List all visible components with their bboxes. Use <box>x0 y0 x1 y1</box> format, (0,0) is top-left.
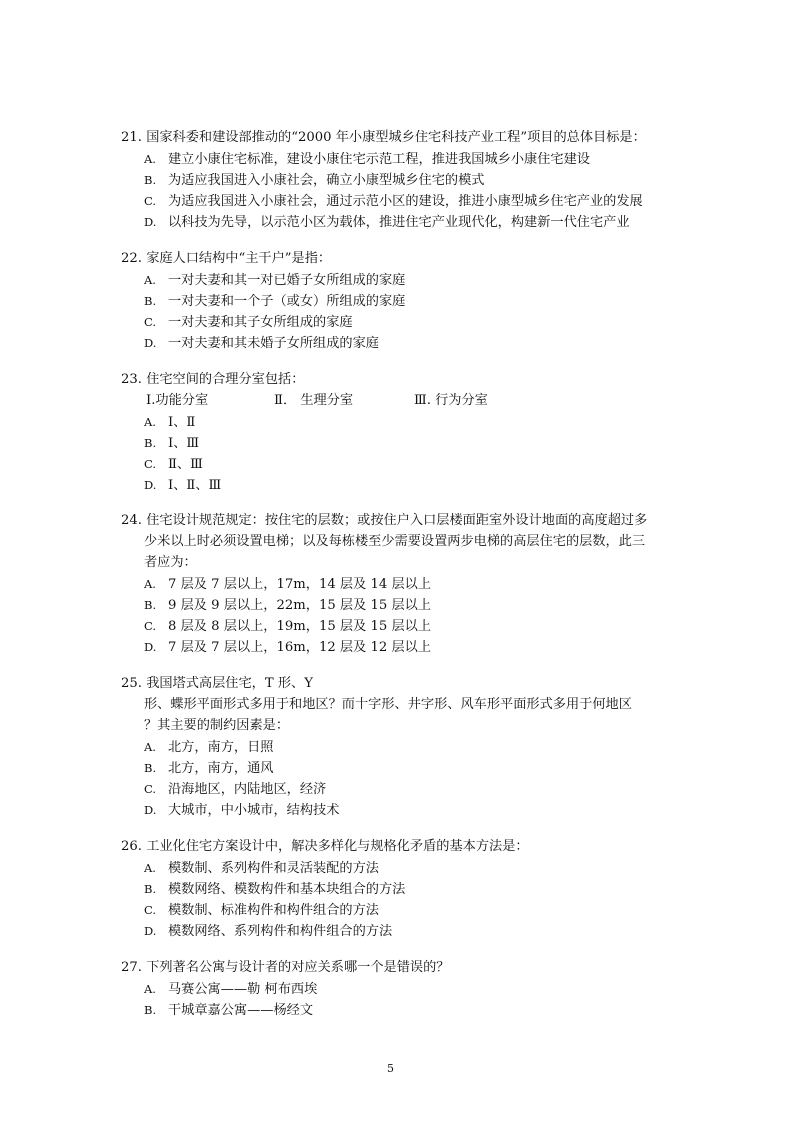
question-25 <box>121 675 313 693</box>
option-23-b <box>144 434 199 453</box>
question-22 <box>121 250 331 268</box>
question-number: 22. <box>121 251 142 266</box>
option-text: 7 层及 7 层以上，16m，12 层及 12 层以上 <box>168 640 432 655</box>
option-24-d <box>144 638 431 657</box>
option-letter: A. <box>144 982 156 996</box>
question-continuation: ？其主要的制约因素是： <box>144 718 290 733</box>
option-letter: B. <box>144 761 157 775</box>
option-letter: C. <box>144 903 157 917</box>
option-text: 以科技为先导，以示范小区为载体，推进住宅产业现代化，构建新一代住宅产业 <box>168 215 630 230</box>
option-25-b <box>144 759 274 778</box>
option-text: 一对夫妻和一个子（或女）所组成的家庭 <box>168 294 406 309</box>
option-27-b <box>144 1001 313 1020</box>
option-letter: C. <box>144 457 157 471</box>
option-text: 模数网络、模数构件和基本块组合的方法 <box>168 882 406 897</box>
option-text: 为适应我国进入小康社会，通过示范小区的建设，推进小康型城乡住宅产业的发展 <box>168 194 643 209</box>
question-number: 23. <box>121 372 142 387</box>
option-letter: A. <box>144 273 156 287</box>
question-continuation: 者应为： <box>144 555 197 570</box>
question-text: 住宅空间的合理分室包括： <box>146 372 305 387</box>
option-22-c <box>144 313 353 332</box>
option-letter: D. <box>144 215 157 229</box>
option-text: 马赛公寓——勒 柯布西埃 <box>168 982 318 997</box>
option-text: 8 层及 8 层以上，19m，15 层及 15 层以上 <box>168 619 432 634</box>
option-letter: D. <box>144 640 157 654</box>
question-continuation: 形、蝶形平面形式多用于和地区？而十字形、井字形、风车形平面形式多用于何地区 <box>144 697 632 712</box>
option-text: 干城章嘉公寓——杨经文 <box>168 1003 314 1018</box>
option-letter: A. <box>144 415 156 429</box>
option-letter: B. <box>144 1003 157 1017</box>
option-text: 一对夫妻和其子女所组成的家庭 <box>168 315 353 330</box>
option-25-a <box>144 738 274 757</box>
option-26-a <box>144 859 379 878</box>
question-number: 27. <box>121 960 142 975</box>
option-letter: D. <box>144 336 157 350</box>
question-26 <box>121 838 529 856</box>
question-21 <box>121 129 646 147</box>
option-text: 沿海地区，内陆地区，经济 <box>168 782 327 797</box>
option-24-a <box>144 575 431 594</box>
option-letter: B. <box>144 173 157 187</box>
page-number: 5 <box>387 1062 394 1075</box>
option-text: 北方，南方，通风 <box>168 761 274 776</box>
option-26-c <box>144 901 379 920</box>
option-text: 建立小康住宅标准，建设小康住宅示范工程，推进我国城乡小康住宅建设 <box>168 152 590 167</box>
option-27-a <box>144 980 317 999</box>
option-text: 北方，南方，日照 <box>168 740 274 755</box>
option-22-d <box>144 334 379 353</box>
option-text: 模数制、系列构件和灵活装配的方法 <box>168 861 379 876</box>
roman-item: Ⅰ.功能分室 <box>146 393 209 408</box>
option-24-c <box>144 617 431 636</box>
question-text: 住宅设计规范规定：按住宅的层数；或按住户入口层楼面距室外设计地面的高度超过多 <box>146 513 648 528</box>
option-letter: D. <box>144 803 157 817</box>
option-23-d <box>144 476 221 495</box>
roman-item: Ⅲ. 行为分室 <box>414 393 488 408</box>
option-22-b <box>144 292 405 311</box>
question-number: 21. <box>121 130 142 145</box>
option-24-b <box>144 596 431 615</box>
option-25-d <box>144 801 339 820</box>
question-text: 家庭人口结构中“主干户”是指： <box>146 251 332 266</box>
option-text: Ⅰ、Ⅱ <box>168 415 196 430</box>
option-text: 9 层及 9 层以上，22m，15 层及 15 层以上 <box>168 598 432 613</box>
option-text: 为适应我国进入小康社会，确立小康型城乡住宅的模式 <box>168 173 485 188</box>
question-text: 国家科委和建设部推动的“2000 年小康型城乡住宅科技产业工程”项目的总体目标是： <box>146 130 646 145</box>
roman-items <box>146 392 488 410</box>
option-text: Ⅰ、Ⅲ <box>168 436 200 451</box>
option-23-c <box>144 455 203 474</box>
question-continuation: 少米以上时必须设置电梯；以及每栋楼至少需要设置两步电梯的高层住宅的层数，此三 <box>144 534 646 549</box>
option-letter: A. <box>144 740 156 754</box>
question-27 <box>121 959 450 977</box>
option-letter: A. <box>144 152 156 166</box>
option-text: Ⅱ、Ⅲ <box>168 457 203 472</box>
roman-item: Ⅱ． 生理分室 <box>274 393 354 408</box>
option-21-c <box>144 192 643 211</box>
question-24 <box>121 512 647 530</box>
option-letter: D. <box>144 924 157 938</box>
option-25-c <box>144 780 326 799</box>
option-letter: B. <box>144 882 157 896</box>
option-text: 一对夫妻和其未婚子女所组成的家庭 <box>168 336 379 351</box>
option-letter: C. <box>144 782 157 796</box>
question-23 <box>121 371 304 389</box>
question-text: 我国塔式高层住宅，T 形、Y <box>146 676 313 691</box>
option-letter: C. <box>144 619 157 633</box>
option-text: 模数制、标准构件和构件组合的方法 <box>168 903 379 918</box>
option-text: 7 层及 7 层以上，17m，14 层及 14 层以上 <box>168 577 432 592</box>
option-letter: B. <box>144 598 157 612</box>
option-22-a <box>144 271 405 290</box>
question-text: 工业化住宅方案设计中，解决多样化与规格化矛盾的基本方法是： <box>146 839 529 854</box>
option-letter: A. <box>144 577 156 591</box>
option-letter: D. <box>144 478 157 492</box>
option-text: 一对夫妻和其一对已婚子女所组成的家庭 <box>168 273 406 288</box>
option-letter: C. <box>144 315 157 329</box>
question-number: 26. <box>121 839 142 854</box>
option-letter: C. <box>144 194 157 208</box>
option-21-d <box>144 213 630 232</box>
option-21-b <box>144 171 485 190</box>
option-21-a <box>144 150 590 169</box>
option-letter: B. <box>144 294 157 308</box>
option-26-d <box>144 922 392 941</box>
question-number: 24. <box>121 513 142 528</box>
option-26-b <box>144 880 405 899</box>
option-letter: B. <box>144 436 157 450</box>
option-text: Ⅰ、Ⅱ、Ⅲ <box>168 478 222 493</box>
option-text: 模数网络、系列构件和构件组合的方法 <box>168 924 393 939</box>
option-letter: A. <box>144 861 156 875</box>
question-text: 下列著名公寓与设计者的对应关系哪一个是错误的？ <box>146 960 450 975</box>
question-number: 25. <box>121 676 142 691</box>
option-23-a <box>144 413 195 432</box>
option-text: 大城市，中小城市，结构技术 <box>168 803 340 818</box>
